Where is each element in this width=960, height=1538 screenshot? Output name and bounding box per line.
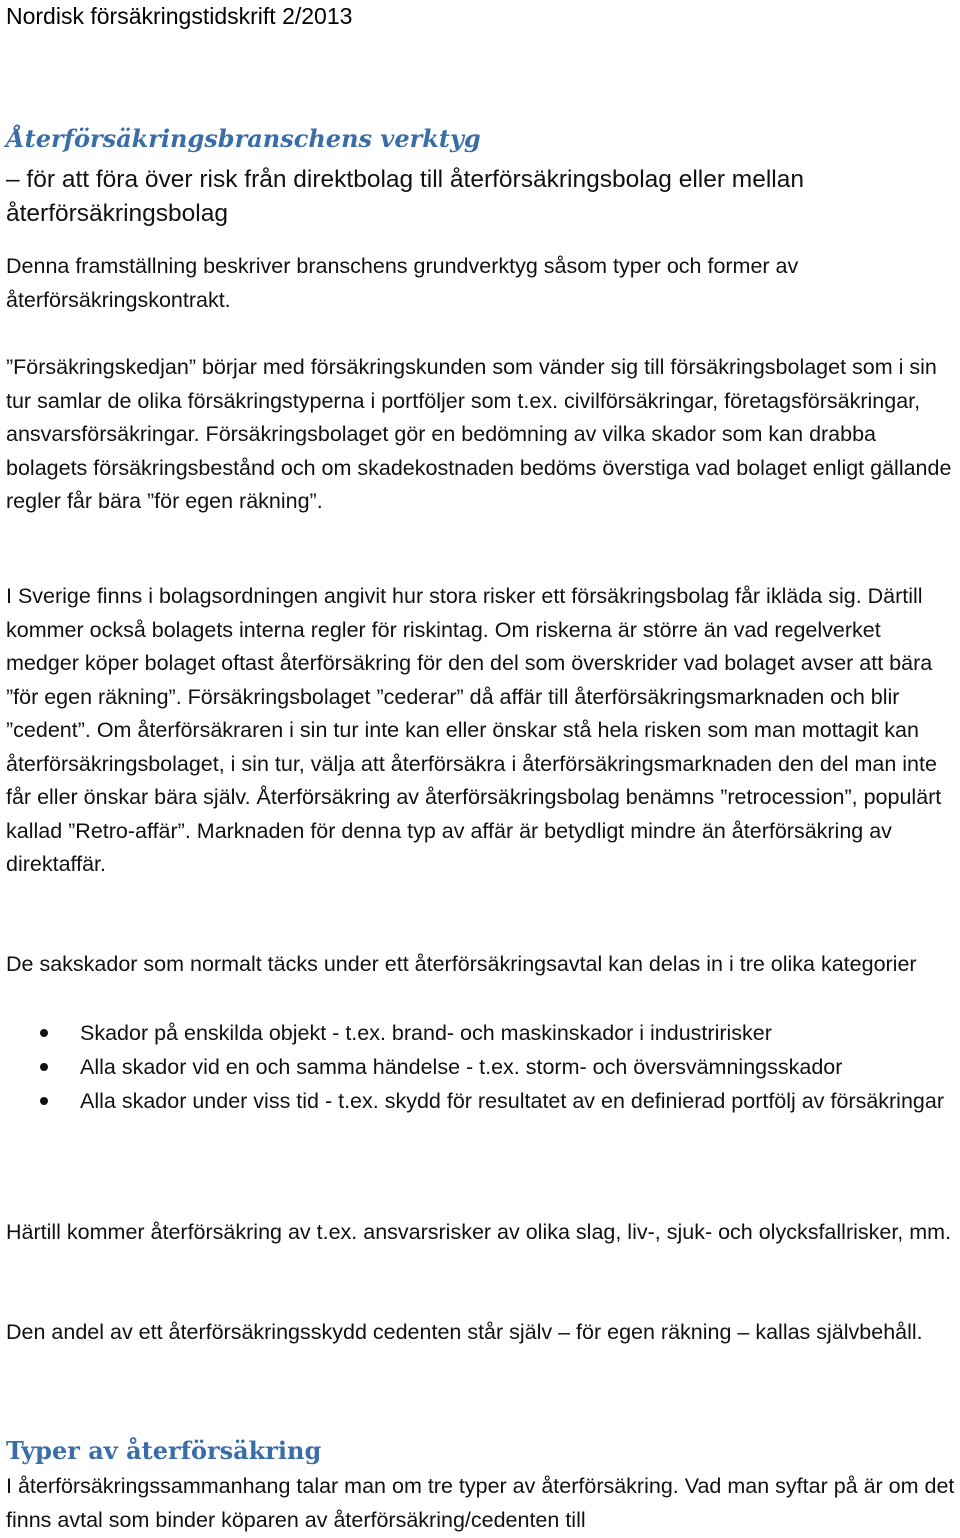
list-item: [0, 1084, 956, 1118]
article-title: Återförsäkringsbranschens verktyg: [6, 124, 481, 153]
body-paragraph: ”Försäkringskedjan” börjar med försäkringskunden som vänder sig till försäkringsbolaget som i sin tur samlar de olika försäkringstyperna i portföljer som t.ex. civilförsäkringar, företagsförsäkringar, ansvarsförsäkringar. Försäkringsbolaget gör en bedömning av vilka skador som kan drabba bolagets försäkringsbestånd och om skadekostnaden bedöms överstiga vad bolaget enligt gällande regler får bära ”för egen räkning”.: [6, 355, 952, 513]
bullet-icon: [40, 1063, 48, 1071]
list-item-text: Skador på enskilda objekt - t.ex. brand- och maskinskador i industririsker: [80, 1021, 772, 1045]
body-paragraph: De sakskador som normalt täcks under ett återförsäkringsavtal kan delas in i tre olika kategorier: [6, 952, 917, 976]
section-paragraph: I återförsäkringssammanhang talar man om tre typer av återförsäkring. Vad man syftar på är om det finns avtal som binder köparen av återförsäkring/cedenten till: [6, 1474, 955, 1532]
list-item: [0, 1016, 956, 1050]
article-subtitle: – för att föra över risk från direktbolag till återförsäkringsbolag eller mellan återförsäkringsbolag: [6, 166, 804, 227]
running-header: Nordisk försäkringstidskrift 2/2013: [6, 3, 353, 29]
section-heading: Typer av återförsäkring: [6, 1436, 322, 1465]
intro-paragraph: Denna framställning beskriver branschens grundverktyg såsom typer och former av återförsäkringskontrakt.: [6, 254, 799, 312]
bullet-icon: [40, 1097, 48, 1105]
list-item-text: Alla skador under viss tid - t.ex. skydd för resultatet av en definierad portfölj av försäkringar: [80, 1089, 944, 1113]
body-paragraph: I Sverige finns i bolagsordningen angivit hur stora risker ett försäkringsbolag får ikläda sig. Därtill kommer också bolagets interna regler för riskintag. Om riskerna är större än vad regelverket medger köper bolaget oftast återförsäkring för den del som överskrider vad bolaget avser att bära ”för egen räkning”. Försäkringsbolaget ”cederar” då affär till återförsäkringsmarknaden och blir ”cedent”. Om återförsäkraren i sin tur inte kan eller önskar stå hela risken som man mottagit kan återförsäkringsbolaget, i sin tur, välja att återförsäkra i återförsäkringsmarknaden den del man inte får eller önskar bära själv. Återförsäkring av återförsäkringsbolag benämns ”retrocession”, populärt kallad ”Retro-affär”. Marknaden för denna typ av affär är betydligt mindre än återförsäkring av direktaffär.: [6, 584, 942, 876]
list-item: [0, 1050, 956, 1084]
category-list: [0, 1016, 956, 1118]
body-paragraph: Den andel av ett återförsäkringsskydd cedenten står själv – för egen räkning – kallas självbehåll.: [6, 1320, 923, 1344]
bullet-icon: [40, 1029, 48, 1037]
list-item-text: Alla skador vid en och samma händelse - t.ex. storm- och översvämningsskador: [80, 1055, 843, 1079]
body-paragraph: Härtill kommer återförsäkring av t.ex. ansvarsrisker av olika slag, liv-, sjuk- och olycksfallrisker, mm.: [6, 1220, 952, 1244]
